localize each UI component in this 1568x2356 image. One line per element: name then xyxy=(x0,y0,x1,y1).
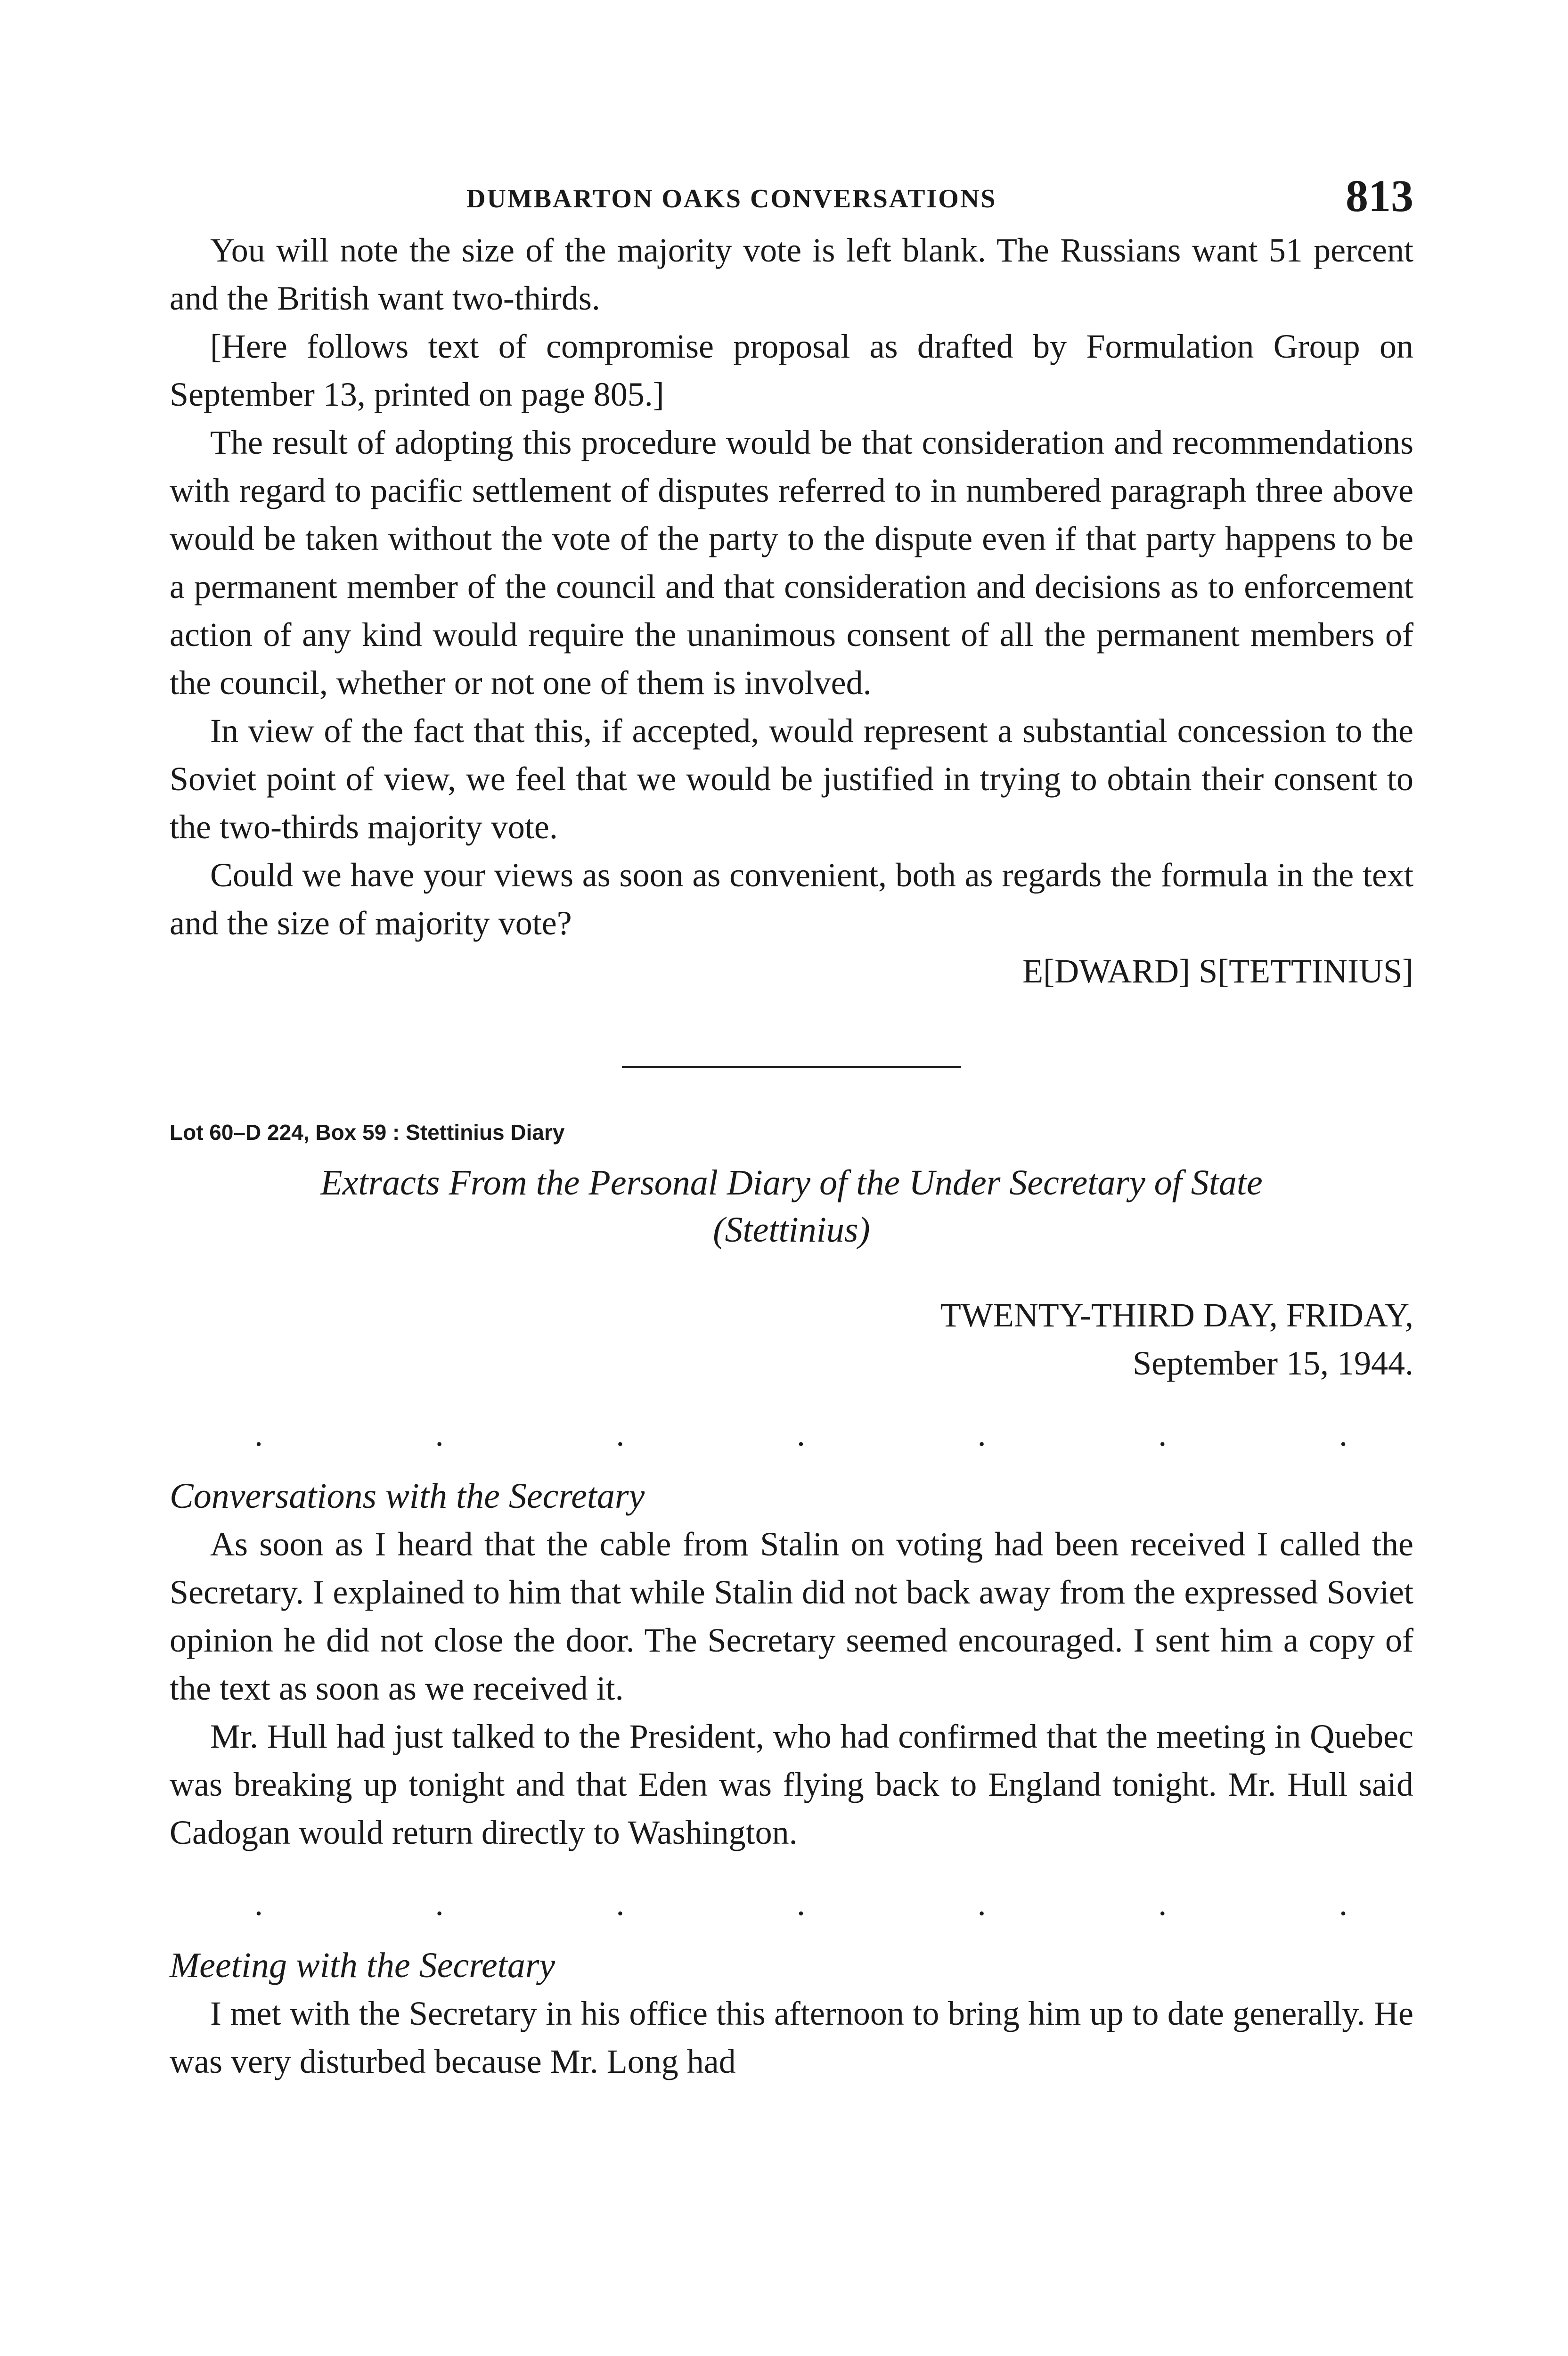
running-title: DUMBARTON OAKS CONVERSATIONS xyxy=(466,184,997,213)
ellipsis-dot: . xyxy=(254,1885,263,1922)
ellipsis-dot: . xyxy=(1339,1415,1348,1453)
body-paragraph: You will note the size of the majority vote is left blank. The Russians want 51 percent and the British want two-thirds. xyxy=(170,231,1413,317)
body-paragraph: Mr. Hull had just talked to the President, who had confirmed that the meeting in Quebec was breaking up tonight and that Eden was flying back to England tonight. Mr. Hull said Cadogan would return directly to Washington. xyxy=(170,1718,1413,1851)
body-paragraph: As soon as I heard that the cable from Stalin on voting had been received I called the Secretary. I explained to him that while Stalin did not back away from the expressed Soviet opinion he did not close the door. The Secretary seemed encouraged. I sent him a copy of the text as soon as we received it. xyxy=(170,1525,1413,1707)
ellipsis-row xyxy=(170,1415,1413,1453)
ellipsis-dot: . xyxy=(1158,1885,1167,1922)
date-label: September 15, 1944. xyxy=(1133,1344,1413,1382)
ellipsis-dot: . xyxy=(254,1415,263,1453)
document-title-line2: (Stettinius) xyxy=(713,1210,870,1250)
ellipsis-dot: . xyxy=(616,1885,625,1922)
ellipsis-dot: . xyxy=(796,1415,805,1453)
body-paragraph: I met with the Secretary in his office this afternoon to bring him up to date generally. He was very disturbed because Mr. Long had xyxy=(170,1995,1413,2080)
page-header xyxy=(170,170,1413,226)
document-title-line1: Extracts From the Personal Diary of the Under Secretary of State xyxy=(320,1163,1263,1203)
ellipsis-dot: . xyxy=(616,1415,625,1453)
ellipsis-dot: . xyxy=(977,1415,986,1453)
ellipsis-dot: . xyxy=(435,1415,444,1453)
ellipsis-dot: . xyxy=(796,1885,805,1922)
body-paragraph: In view of the fact that this, if accepted, would represent a substantial concession to the Soviet point of view, we feel that we would be justified in trying to obtain their consent to the two-thirds majority vote. xyxy=(170,712,1413,846)
page-number: 813 xyxy=(1346,171,1413,221)
letter-body xyxy=(170,226,1413,995)
signature: E[DWARD] S[TETTINIUS] xyxy=(1022,952,1413,990)
body-paragraph: Could we have your views as soon as convenient, both as regards the formula in the text and the size of majority vote? xyxy=(170,856,1413,942)
body-paragraph: The result of adopting this procedure would be that consideration and recommendations with regard to pacific settlement of disputes referred to in numbered paragraph three above would be taken without the vote of the party to the dispute even if that party happens to be a permanent member of the council and that consideration and decisions as to enforcement action of any kind would require the unanimous consent of all the permanent members of the council, whether or not one of them is involved. xyxy=(170,424,1413,702)
document-page xyxy=(170,170,1413,2086)
section-divider xyxy=(622,1066,961,1068)
section-heading: Conversations with the Secretary xyxy=(170,1476,645,1516)
date-header xyxy=(170,1291,1413,1387)
ellipsis-dot: . xyxy=(1339,1885,1348,1922)
ellipsis-dot: . xyxy=(977,1885,986,1922)
body-paragraph: [Here follows text of compromise proposal as drafted by Formulation Group on September 13, printed on page 805.] xyxy=(170,327,1413,413)
ellipsis-dot: . xyxy=(1158,1415,1167,1453)
ellipsis-dot: . xyxy=(435,1885,444,1922)
day-label: TWENTY-THIRD DAY, FRIDAY, xyxy=(940,1296,1413,1334)
section-heading: Meeting with the Secretary xyxy=(170,1946,555,1985)
source-citation: Lot 60–D 224, Box 59 : Stettinius Diary xyxy=(170,1120,565,1145)
ellipsis-row xyxy=(170,1885,1413,1922)
